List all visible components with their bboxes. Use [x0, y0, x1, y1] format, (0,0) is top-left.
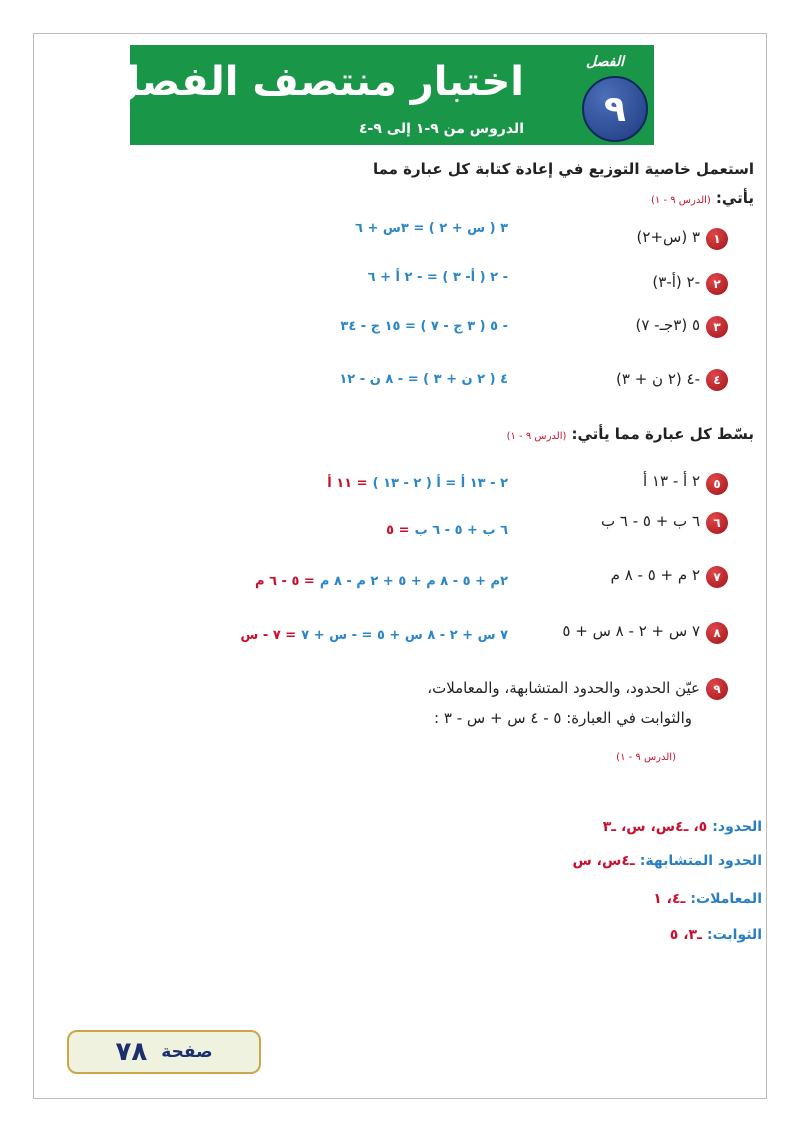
answer-constants: الثوابت: ـ٣، ٥ [669, 927, 762, 943]
item-number-badge: ٨ [706, 622, 728, 644]
section1-instruction: استعمل خاصية التوزيع في إعادة كتابة كل عبارة مما [372, 160, 754, 178]
item-number-badge: ٦ [706, 512, 728, 534]
item-number-badge: ٢ [706, 273, 728, 295]
item-number-badge: ٩ [706, 678, 728, 700]
chapter-number-badge: ٩ [582, 76, 648, 142]
banner-subtitle: الدروس من ٩-١ إلى ٩-٤ [358, 121, 524, 137]
item-expression: ٥ (٣جـ- ٧) [635, 316, 700, 334]
item-answer: ٢م + ٥ - ٨ م + ٥ + ٢ م - ٨ م = ٥ - ٦ م [255, 574, 508, 589]
item-number-badge: ٥ [706, 473, 728, 495]
page-number: ٧٨ [115, 1037, 148, 1067]
item-number-badge: ٧ [706, 566, 728, 588]
item-expression: -٤ (٢ ن + ٣) [616, 370, 700, 388]
page-number-box [67, 1030, 261, 1074]
chapter-banner [105, 45, 654, 145]
item-expression: ٢ م + ٥ - ٨ م [610, 566, 700, 584]
item-expression: ٧ س + ٢ - ٨ س + ٥ [562, 622, 700, 640]
section1-lesson-ref: (الدرس ٩ - ١) [651, 195, 711, 206]
item-answer: ٧ س + ٢ - ٨ س + ٥ = - س + ٧ = ٧ - س [240, 628, 508, 643]
item-answer: ٢ - ١٣ أ = أ ( ٢ - ١٣ ) = ١١ أ [327, 476, 508, 491]
item-number-badge: ٤ [706, 369, 728, 391]
question9-line2: والثوابت في العبارة: ٥ - ٤ س + س - ٣ : [434, 709, 692, 727]
item-answer: - ٢ ( أ- ٣ ) = - ٢ أ + ٦ [367, 270, 508, 285]
item-expression: -٢ (أ-٣) [652, 273, 700, 291]
section2-instruction: بسّط كل عبارة مما يأتي: [571, 425, 754, 443]
answer-like-terms: الحدود المتشابهة: ـ٤س، س [572, 853, 762, 869]
chapter-label: الفصل [586, 54, 624, 70]
item-number-badge: ١ [706, 228, 728, 250]
item-expression: ٣ (س+٢) [636, 228, 700, 246]
answer-terms: الحدود: ٥، ـ٤س، س، ـ٣ [602, 819, 762, 835]
section2-lesson-ref: (الدرس ٩ - ١) [506, 431, 567, 442]
item-answer: ٤ ( ٢ ن + ٣ ) = - ٨ ن - ١٢ [339, 372, 508, 387]
item-expression: ٢ أ - ١٣ أ [642, 472, 700, 490]
answer-coefficients: المعاملات: ـ٤، ١ [653, 891, 762, 907]
section2-instruction-line [507, 424, 754, 443]
banner-title: اختبار منتصف الفصل [105, 59, 524, 105]
item-number-badge: ٣ [706, 316, 728, 338]
item-answer: - ٥ ( ٣ ج - ٧ ) = ١٥ ج - ٣٤ [340, 319, 508, 334]
item-answer: ٣ ( س + ٢ ) = ٣س + ٦ [355, 221, 508, 236]
item-answer: ٦ ب + ٥ - ٦ ب = ٥ [386, 523, 508, 538]
page-word: صفحة [161, 1042, 213, 1062]
question9-lesson-ref: (الدرس ٩ - ١) [616, 752, 676, 763]
question9-line1: عيّن الحدود، والحدود المتشابهة، والمعاملات، [427, 679, 700, 697]
item-expression: ٦ ب + ٥ - ٦ ب [600, 512, 700, 530]
section1-instruction-line2: يأتي: (الدرس ٩ - ١) [651, 189, 754, 207]
